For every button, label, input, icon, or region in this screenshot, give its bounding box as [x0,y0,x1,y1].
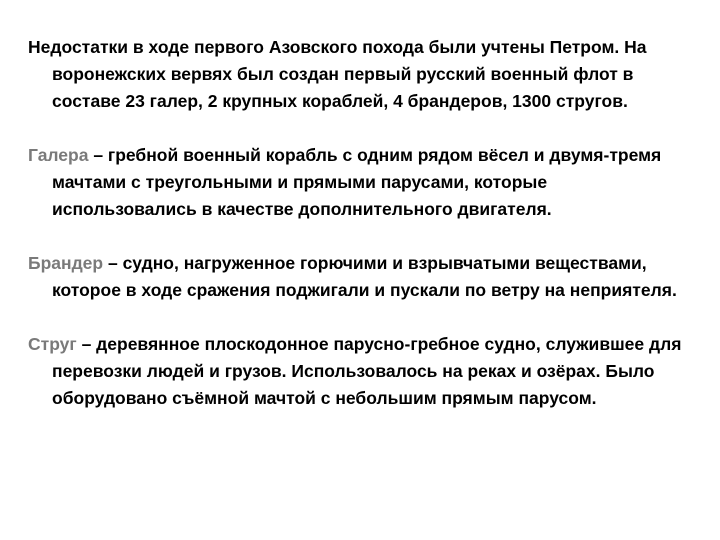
definition-text-brander: – судно, нагруженное горючими и взрывчатыми веществами, которое в ходе сражения поджигали и пускали по ветру на неприятеля. [52,253,677,300]
definition-text-strug: – деревянное плоскодонное парусно-гребное судно, служившее для перевозки людей и грузов. Использовалось на реках и озёрах. Было оборудовано съёмной мачтой с небольшим прямым парусом. [52,334,682,408]
definition-term-galera: Галера [28,145,89,165]
definition-text-galera: – гребной военный корабль с одним рядом вёсел и двумя-тремя мачтами с треугольными и прямыми парусами, которые использовались в качестве дополнительного двигателя. [52,145,662,219]
definition-brander [28,250,690,304]
definition-galera [28,142,690,223]
intro-paragraph: Недостатки в ходе первого Азовского похода были учтены Петром. На воронежских вервях был создан первый русский военный флот в составе 23 галер, 2 крупных кораблей, 4 брандеров, 1300 стругов. [28,37,647,111]
definition-term-strug: Струг [28,334,77,354]
definition-strug [28,331,690,412]
definition-term-brander: Брандер [28,253,104,273]
